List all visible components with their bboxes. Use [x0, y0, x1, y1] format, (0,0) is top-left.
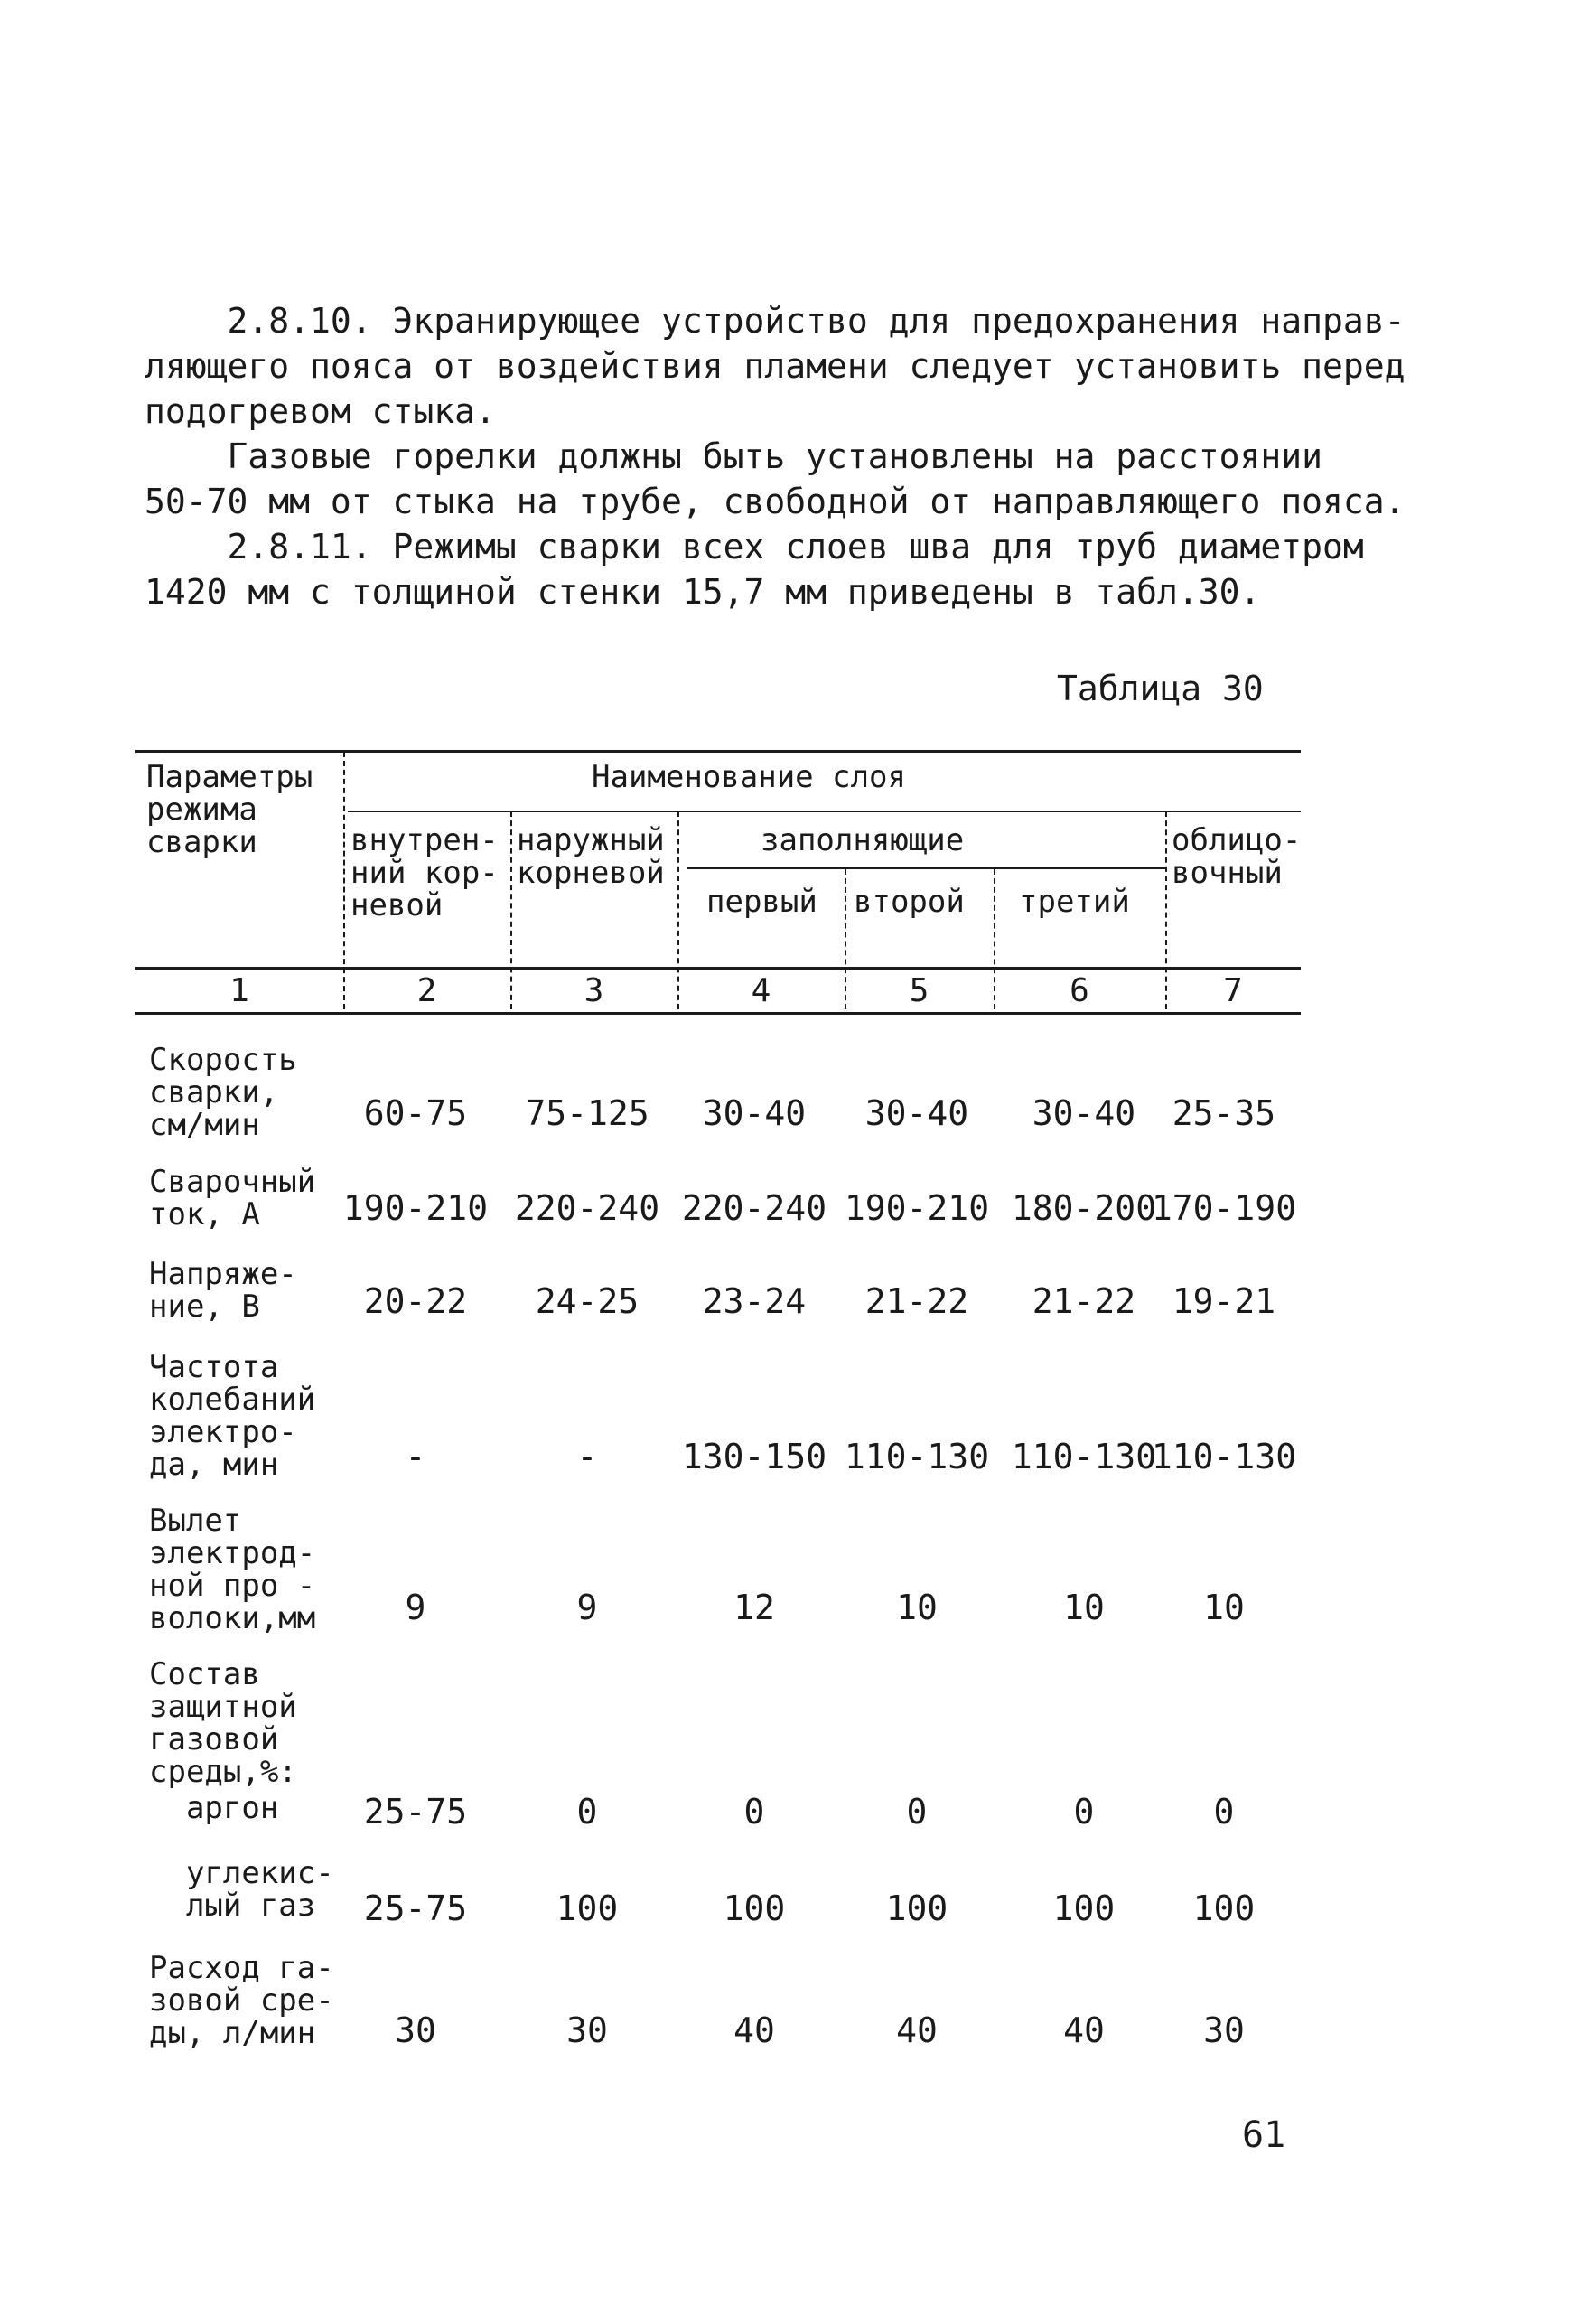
numbers-bottom-rule — [135, 1012, 1301, 1015]
table-cell: 170-190 — [1151, 1188, 1297, 1228]
table-cell: 0 — [576, 1792, 598, 1832]
header-facing: облицо- вочный — [1172, 822, 1302, 891]
table-cell: 100 — [1052, 1888, 1116, 1928]
row-label-gas-composition: Состав защитной газовой среды,%: — [149, 1656, 297, 1790]
paragraph-2-8-10 — [145, 298, 1406, 434]
table-cell: 19-21 — [1172, 1281, 1276, 1321]
table-cell: - — [405, 1437, 426, 1476]
text-line: 2.8.10. Экранирующее устройство для предохранения направ- — [145, 301, 1406, 341]
table-cell: 9 — [576, 1588, 598, 1627]
layer-name-rule — [348, 811, 1301, 812]
text-line: 2.8.11. Режимы сварки всех слоев шва для труб диаметром — [145, 527, 1364, 567]
table-cell: 25-75 — [363, 1888, 468, 1928]
table-cell: 100 — [556, 1888, 619, 1928]
column-number: 3 — [584, 972, 604, 1009]
page-number: 61 — [1242, 2114, 1286, 2156]
table-cell: 23-24 — [702, 1281, 807, 1321]
table-cell: 0 — [906, 1792, 928, 1832]
table-cell: 21-22 — [864, 1281, 969, 1321]
header-first: первый — [706, 884, 817, 920]
header-parameters: Параметры режима сварки — [146, 759, 313, 860]
table-cell: 220-240 — [681, 1188, 827, 1228]
table-cell: 75-125 — [525, 1093, 649, 1133]
column-divider — [343, 752, 345, 1009]
table-cell: 110-130 — [1011, 1437, 1157, 1476]
row-label-speed: Скорость сварки, см/мин — [149, 1042, 297, 1143]
table-cell: 30-40 — [864, 1093, 969, 1133]
table-cell: 12 — [733, 1588, 775, 1627]
table-cell: 30-40 — [1032, 1093, 1136, 1133]
header-inner-root: внутрен- ний кор- невой — [350, 822, 499, 923]
row-label-voltage: Напряже- ние, В — [149, 1256, 297, 1325]
table-cell: 40 — [896, 2010, 938, 2050]
table-cell: 30 — [566, 2010, 608, 2050]
header-outer-root: наружный корневой — [517, 822, 665, 891]
table-cell: 0 — [743, 1792, 765, 1832]
header-filling: заполняющие — [761, 822, 965, 858]
header-layer-name: Наименование слоя — [592, 759, 906, 795]
table-cell: 130-150 — [681, 1437, 827, 1476]
table-cell: 30 — [395, 2010, 436, 2050]
table-cell: 20-22 — [363, 1281, 468, 1321]
table-top-rule — [135, 750, 1301, 753]
table-cell: 24-25 — [535, 1281, 640, 1321]
text-line: 1420 мм с толщиной стенки 15,7 мм приведены в табл.30. — [145, 572, 1261, 612]
table-cell: 40 — [1063, 2010, 1105, 2050]
table-cell: 9 — [405, 1588, 426, 1627]
row-label-current: Сварочный ток, А — [149, 1164, 316, 1232]
table-cell: 220-240 — [514, 1188, 660, 1228]
table-cell: 0 — [1073, 1792, 1095, 1832]
table-cell: 60-75 — [363, 1093, 468, 1133]
row-label-frequency: Частота колебаний электро- да, мин — [149, 1349, 316, 1483]
row-label-argon: аргон — [149, 1790, 279, 1826]
table-cell: 10 — [1063, 1588, 1105, 1627]
table-cell: 100 — [723, 1888, 786, 1928]
column-number: 7 — [1223, 972, 1243, 1009]
row-label-stickout: Вылет электрод- ной про - волоки,мм — [149, 1503, 316, 1636]
text-line: ляющего пояса от воздействия пламени следует установить перед — [145, 346, 1406, 386]
header-third: третий — [1019, 884, 1130, 920]
table-cell: 25-75 — [363, 1792, 468, 1832]
table-cell: - — [576, 1437, 598, 1476]
table-cell: 110-130 — [844, 1437, 990, 1476]
text-line: Газовые горелки должны быть установлены на расстоянии — [145, 436, 1323, 476]
table-cell: 110-130 — [1151, 1437, 1297, 1476]
table-cell: 25-35 — [1172, 1093, 1276, 1133]
table-cell: 30 — [1203, 2010, 1245, 2050]
table-cell: 30-40 — [702, 1093, 807, 1133]
table-cell: 10 — [896, 1588, 938, 1627]
table-cell: 21-22 — [1032, 1281, 1136, 1321]
table-cell: 10 — [1203, 1588, 1245, 1627]
table-caption: Таблица 30 — [1057, 669, 1264, 708]
row-label-co2: углекис- лый газ — [185, 1855, 334, 1924]
table-cell: 40 — [733, 2010, 775, 2050]
paragraph-2-8-11 — [145, 524, 1364, 614]
column-number: 6 — [1070, 972, 1089, 1009]
table-cell: 190-210 — [844, 1188, 990, 1228]
text-line: 50-70 мм от стыка на трубе, свободной от направляющего пояса. — [145, 482, 1406, 521]
table-cell: 100 — [885, 1888, 948, 1928]
table-cell: 0 — [1213, 1792, 1235, 1832]
text-line: подогревом стыка. — [145, 391, 496, 431]
table-cell: 190-210 — [342, 1188, 489, 1228]
column-number: 1 — [229, 972, 249, 1009]
row-label-gas-flow: Расход га- зовой сре- ды, л/мин — [149, 1950, 334, 2051]
header-second: второй — [854, 884, 965, 920]
table-cell: 100 — [1192, 1888, 1256, 1928]
column-number: 5 — [909, 972, 929, 1009]
table-cell: 180-200 — [1011, 1188, 1157, 1228]
column-number: 4 — [751, 972, 771, 1009]
header-bottom-rule — [135, 967, 1301, 970]
filling-rule — [687, 867, 1165, 869]
paragraph-gas-burners — [145, 434, 1406, 524]
column-number: 2 — [416, 972, 437, 1009]
